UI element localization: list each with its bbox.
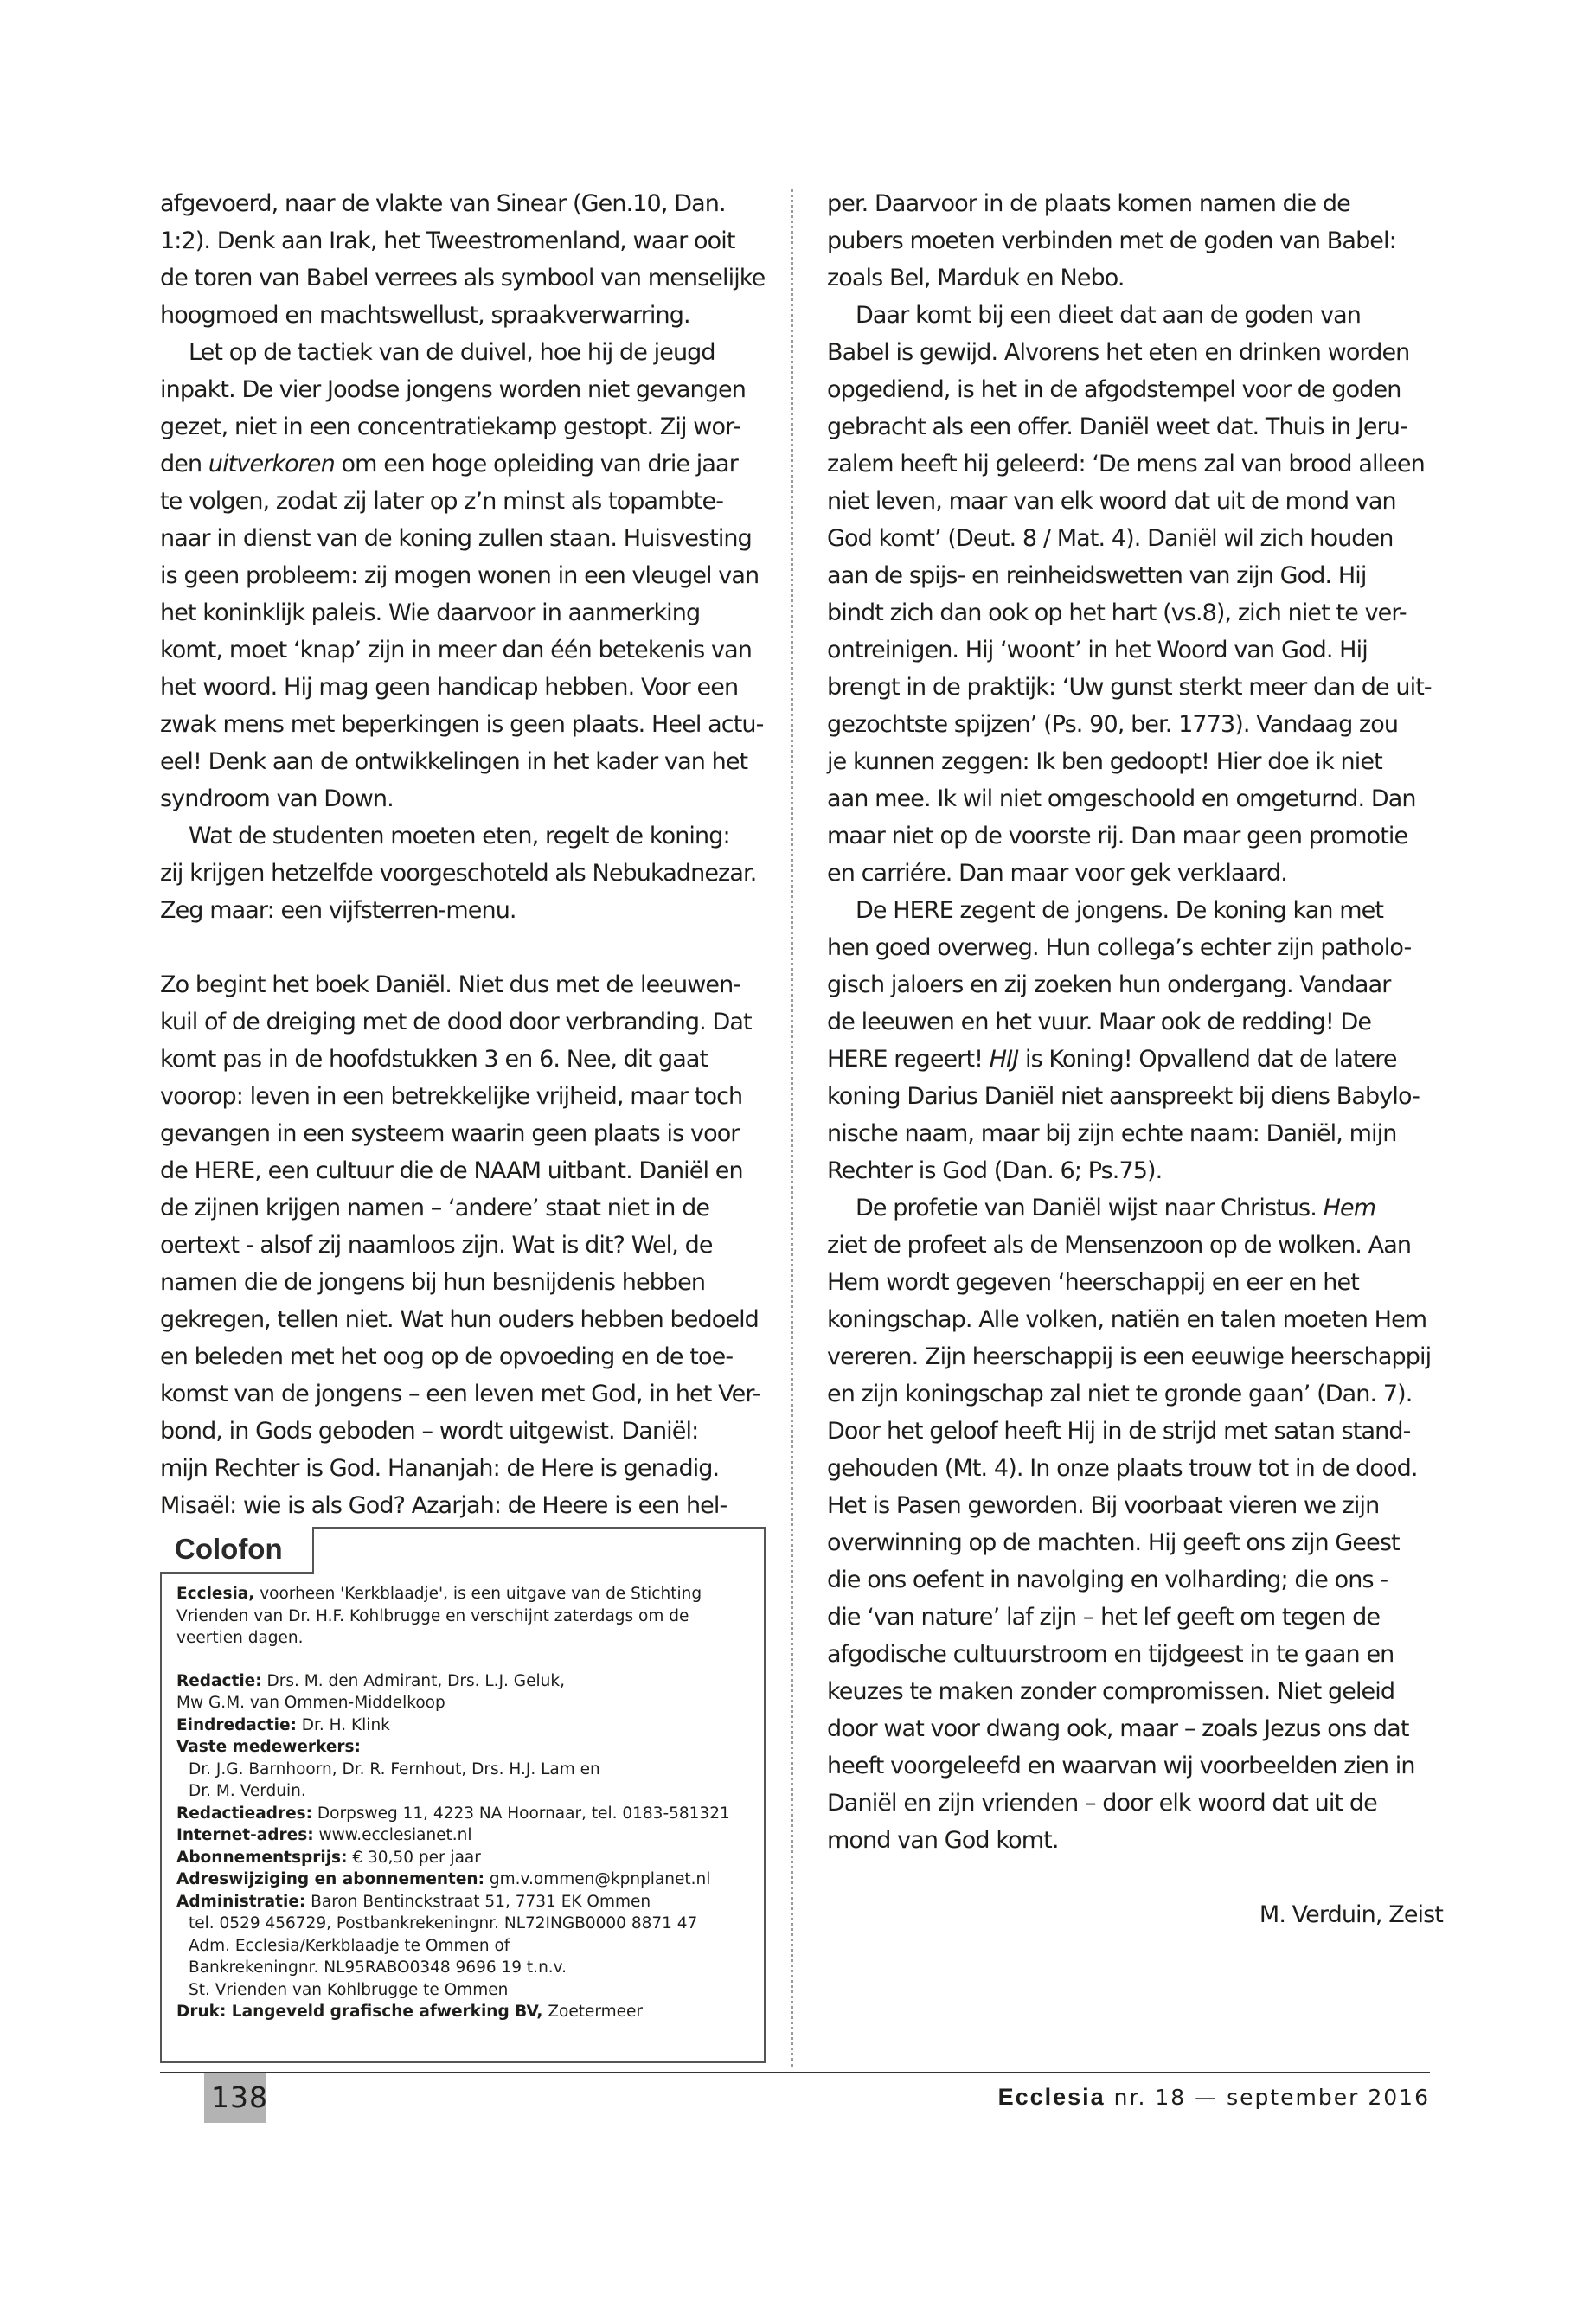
colofon-line: Dr. J.G. Barnhoorn, Dr. R. Fernhout, Drs. H.J. Lam en (189, 1759, 600, 1779)
text-line: afgevoerd, naar de vlakte van Sinear (Gen.10, Dan. (160, 190, 726, 217)
text-line: mijn Rechter is God. Hananjah: de Here is genadig. (160, 1455, 720, 1482)
colofon-line: Bankrekeningnr. NL95RABO0348 9696 19 t.n.v. (189, 1958, 567, 1977)
colofon-box (160, 1527, 766, 2063)
text-line: zoals Bel, Marduk en Nebo. (827, 265, 1125, 292)
text-line: gisch jaloers en zij zoeken hun ondergang. Vandaar (827, 971, 1391, 998)
colofon-line (176, 1736, 756, 1759)
colofon-text: voorheen 'Kerkblaadje', is een uitgave van de Stichting (254, 1585, 702, 1603)
emphasis: HIJ (989, 1046, 1019, 1073)
colofon-line: Mw G.M. van Ommen-Middelkoop (176, 1694, 445, 1712)
emphasis: uitverkoren (208, 451, 335, 478)
colofon-label: Redactie: (176, 1671, 262, 1690)
author-signature: M. Verduin, Zeist (1259, 1901, 1443, 1928)
text-line: koningschap. Alle volken, natiën en talen moeten Hem (827, 1306, 1427, 1333)
text-line: pubers moeten verbinden met de goden van Babel: (827, 228, 1396, 254)
text-line: naar in dienst van de koning zullen staan. Huisvesting (160, 525, 752, 552)
text-line: Daniël en zijn vrienden – door elk woord dat uit de (827, 1790, 1377, 1817)
colofon-line (176, 1868, 756, 1891)
text-line: Babel is gewijd. Alvorens het eten en drinken worden (827, 339, 1410, 366)
text-line: Hem wordt gegeven ‘heerschappij en eer en het (827, 1269, 1359, 1296)
colofon-label: Druk: Langeveld grafische afwerking BV, (176, 2003, 543, 2021)
text-line: namen die de jongens bij hun besnijdenis hebben (160, 1269, 706, 1296)
colofon-tab (160, 1527, 314, 1574)
text-line: oertext - alsof zij naamloos zijn. Wat is dit? Wel, de (160, 1232, 713, 1259)
text-line: hen goed overweg. Hun collega’s echter zijn patholo- (827, 934, 1412, 961)
text-line: God komt’ (Deut. 8 / Mat. 4). Daniël wil zich houden (827, 525, 1394, 552)
text-line: aan de spijs- en reinheidswetten van zijn God. Hij (827, 562, 1367, 589)
colofon-label: Redactieadres: (176, 1804, 313, 1823)
footer-issue (998, 2080, 1430, 2115)
article-column-right (827, 185, 1443, 1933)
text-line: en zijn koningschap zal niet te gronde gaan’ (Dan. 7). (827, 1381, 1413, 1407)
colofon-label: Internet-adres: (176, 1826, 314, 1844)
colofon-line: tel. 0529 456729, Postbankrekeningnr. NL72INGB0000 8871 47 (189, 1914, 698, 1932)
text-line: bond, in Gods geboden – wordt uitgewist. Daniël: (160, 1418, 699, 1445)
text-line: Het is Pasen geworden. Bij voorbaat vieren we zijn (827, 1492, 1380, 1519)
colofon-label: Eindredactie: (176, 1715, 297, 1734)
colofon-line: Vrienden van Dr. H.F. Kohlbrugge en verschijnt zaterdags om de (176, 1606, 689, 1625)
text-line: kuil of de dreiging met de dood door verbranding. Dat (160, 1009, 752, 1035)
text-line: heeft voorgeleefd en waarvan wij voorbeelden zien in (827, 1753, 1415, 1779)
text-line: zalem heeft hij geleerd: ‘De mens zal van brood alleen (827, 451, 1425, 478)
colofon-line (176, 1803, 756, 1825)
text-fragment: De profetie van Daniël wijst naar Christus. (856, 1195, 1324, 1221)
text-line: mond van God komt. (827, 1827, 1059, 1854)
website-link[interactable]: www.ecclesianet.nl (313, 1826, 472, 1844)
text-line: de zijnen krijgen namen – ‘andere’ staat niet in de (160, 1195, 710, 1221)
text-line: en beleden met het oog op de opvoeding en de toe- (160, 1343, 734, 1370)
text-line: het koninklijk paleis. Wie daarvoor in aanmerking (160, 599, 701, 626)
colofon-line (176, 1583, 756, 1606)
text-line: bindt zich dan ook op het hart (vs.8), zich niet te ver- (827, 599, 1407, 626)
colofon-line (176, 1847, 756, 1869)
text-fragment: HERE regeert! (827, 1046, 990, 1073)
text-line: de toren van Babel verrees als symbool van menselijke (160, 265, 766, 292)
text-line: gevangen in een systeem waarin geen plaats is voor (160, 1120, 740, 1147)
colofon-line: Adm. Ecclesia/Kerkblaadje te Ommen of (189, 1936, 510, 1955)
colofon-label: Vaste medewerkers: (176, 1738, 361, 1756)
text-line: voorop: leven in een betrekkelijke vrijheid, maar toch (160, 1083, 743, 1110)
text-line: Misaël: wie is als God? Azarjah: de Heere is een hel- (160, 1492, 727, 1519)
colofon-title: Colofon (175, 1533, 283, 1565)
footer-rule (160, 2072, 1430, 2073)
colofon-line (176, 1824, 756, 1847)
colofon-body (176, 1583, 756, 2023)
text-line: Daar komt bij een dieet dat aan de goden van (856, 302, 1362, 329)
text-line: ziet de profeet als de Mensenzoon op de wolken. Aan (827, 1232, 1412, 1259)
text-line: koning Darius Daniël niet aanspreekt bij diens Babylo- (827, 1083, 1420, 1110)
colofon-text: Zoetermeer (542, 2003, 644, 2021)
text-line: opgediend, is het in de afgodstempel voor de goden (827, 376, 1401, 403)
text-line: Zo begint het boek Daniël. Niet dus met de leeuwen- (160, 971, 741, 998)
colofon-line (176, 2001, 756, 2023)
column-divider (791, 189, 793, 2067)
text-line (827, 1041, 1443, 1078)
colofon-text: Dorpsweg 11, 4223 NA Hoornaar, tel. 0183-581321 (312, 1804, 730, 1823)
text-fragment: den (160, 451, 208, 478)
text-line: zij krijgen hetzelfde voorgeschoteld als Nebukadnezar. (160, 860, 757, 887)
publication-name: Ecclesia (997, 2084, 1106, 2110)
text-line: de leeuwen en het vuur. Maar ook de redding! De (827, 1009, 1372, 1035)
article-column-left (160, 185, 766, 1524)
text-line: en carriére. Dan maar voor gek verklaard. (827, 860, 1287, 887)
text-line: gezet, niet in een concentratiekamp gestopt. Zij wor- (160, 413, 740, 440)
text-line: zwak mens met beperkingen is geen plaats. Heel actu- (160, 711, 764, 738)
text-line: komt pas in de hoofdstukken 3 en 6. Nee, dit gaat (160, 1046, 708, 1073)
colofon-line: St. Vrienden van Kohlbrugge te Ommen (189, 1980, 509, 1999)
text-line: inpakt. De vier Joodse jongens worden niet gevangen (160, 376, 746, 403)
text-fragment: om een hoge opleiding van drie jaar (334, 451, 738, 478)
text-line: Door het geloof heeft Hij in de strijd met satan stand- (827, 1418, 1411, 1445)
text-line: niet leven, maar van elk woord dat uit de mond van (827, 488, 1396, 515)
text-line: aan mee. Ik wil niet omgeschoold en omgeturnd. Dan (827, 785, 1416, 812)
issue-info: nr. 18 — september 2016 (1105, 2085, 1430, 2110)
colofon-line (176, 1670, 756, 1693)
text-line: afgodische cultuurstroom en tijdgeest in te gaan en (827, 1641, 1394, 1668)
text-line: gezochtste spijzen’ (Ps. 90, ber. 1773). Vandaag zou (827, 711, 1399, 738)
colofon-text: Dr. H. Klink (296, 1715, 390, 1734)
text-line: Wat de studenten moeten eten, regelt de koning: (189, 823, 730, 849)
colofon-text: € 30,50 per jaar (347, 1848, 481, 1867)
text-line: ontreinigen. Hij ‘woont’ in het Woord van God. Hij (827, 637, 1368, 663)
colofon-label: Abonnementsprijs: (176, 1848, 348, 1867)
text-line: overwinning op de machten. Hij geeft ons zijn Geest (827, 1529, 1400, 1556)
text-line: hoogmoed en machtswellust, spraakverwarring. (160, 302, 690, 329)
emphasis: Hem (1323, 1195, 1376, 1221)
text-line: de HERE, een cultuur die de NAAM uitbant. Daniël en (160, 1157, 743, 1184)
text-line: komst van de jongens – een leven met God, in het Ver- (160, 1381, 760, 1407)
text-line: te volgen, zodat zij later op z’n minst als topambte- (160, 488, 724, 515)
email-link[interactable]: gm.v.ommen@kpnplanet.nl (484, 1870, 711, 1888)
text-line: gebracht als een offer. Daniël weet dat. Thuis in Jeru- (827, 413, 1407, 440)
text-line: door wat voor dwang ook, maar – zoals Jezus ons dat (827, 1715, 1409, 1742)
text-line: maar niet op de voorste rij. Dan maar geen promotie (827, 823, 1408, 849)
text-line: keuzes te maken zonder compromissen. Niet geleid (827, 1678, 1395, 1705)
text-line: nische naam, maar bij zijn echte naam: Daniël, mijn (827, 1120, 1397, 1147)
page-number: 138 (211, 2080, 268, 2114)
colofon-line (176, 1891, 756, 1913)
text-line: per. Daarvoor in de plaats komen namen die de (827, 190, 1350, 217)
text-line: syndroom van Down. (160, 785, 394, 812)
text-line (160, 445, 757, 483)
colofon-text: Baron Bentinckstraat 51, 7731 EK Ommen (305, 1892, 651, 1911)
colofon-label: Administratie: (176, 1892, 306, 1911)
text-line: Let op de tactiek van de duivel, hoe hij de jeugd (189, 339, 715, 366)
text-line: is geen probleem: zij mogen wonen in een vleugel van (160, 562, 760, 589)
text-line: vereren. Zijn heerschappij is een eeuwige heerschappij (827, 1343, 1432, 1370)
text-line: 1:2). Denk aan Irak, het Tweestromenland, waar ooit (160, 228, 735, 254)
text-line (827, 1189, 1443, 1227)
text-line: Rechter is God (Dan. 6; Ps.75). (827, 1157, 1163, 1184)
text-line: je kunnen zeggen: Ik ben gedoopt! Hier doe ik niet (827, 748, 1382, 775)
text-line: Zeg maar: een vijfsterren-menu. (160, 897, 516, 924)
text-line: die ‘van nature’ laf zijn – het lef geeft om tegen de (827, 1604, 1381, 1631)
colofon-line: Dr. M. Verduin. (189, 1782, 306, 1800)
colofon-line (176, 1715, 756, 1737)
text-line: komt, moet ‘knap’ zijn in meer dan één betekenis van (160, 637, 752, 663)
text-line: De HERE zegent de jongens. De koning kan met (856, 897, 1384, 924)
colofon-label: Adreswijziging en abonnementen: (176, 1870, 484, 1888)
text-line: gekregen, tellen niet. Wat hun ouders hebben bedoeld (160, 1306, 759, 1333)
text-line: het woord. Hij mag geen handicap hebben. Voor een (160, 674, 739, 701)
colofon-label: Ecclesia, (176, 1585, 255, 1603)
text-fragment: is Koning! Opvallend dat de latere (1018, 1046, 1397, 1073)
text-line: eel! Denk aan de ontwikkelingen in het kader van het (160, 748, 748, 775)
colofon-line: veertien dagen. (176, 1629, 304, 1647)
text-line: brengt in de praktijk: ‘Uw gunst sterkt meer dan de uit- (827, 674, 1432, 701)
text-line: die ons oefent in navolging en volharding; die ons - (827, 1567, 1388, 1593)
text-line: gehouden (Mt. 4). In onze plaats trouw tot in de dood. (827, 1455, 1418, 1482)
colofon-text: Drs. M. den Admirant, Drs. L.J. Geluk, (261, 1671, 565, 1690)
